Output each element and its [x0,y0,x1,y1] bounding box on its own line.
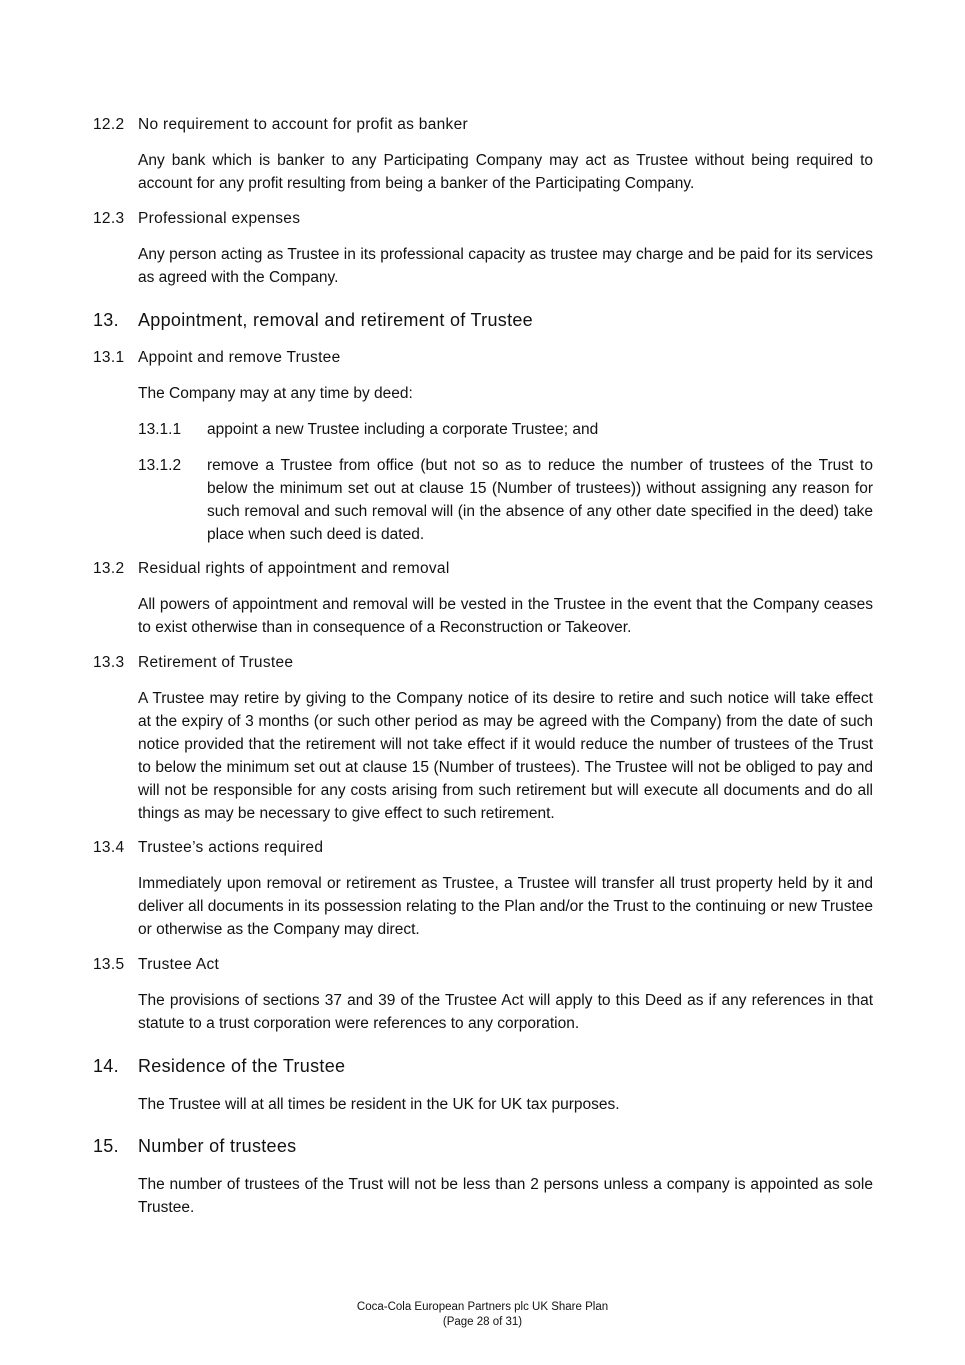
clause-title: No requirement to account for profit as banker [138,116,468,133]
clause-body-13-2: All powers of appointment and removal will be vested in the Trustee in the event that the Company ceases to exist otherwise than in consequence of a Reconstruction or Takeover. [138,596,873,636]
section-title: Number of trustees [138,1136,297,1156]
clause-body-13-4: Immediately upon removal or retirement as Trustee, a Trustee will transfer all trust property held by it and deliver all documents in its possession relating to the Plan and/or the Trust to the continuing or new Trustee or otherwise as the Company may direct. [138,875,873,938]
clause-body-12-2: Any bank which is banker to any Participating Company may act as Trustee without being required to account for any profit resulting from being a banker of the Participating Company. [138,152,873,192]
clause-number: 12.3 [93,210,125,227]
sub-clause-number: 13.1.2 [138,457,182,474]
clause-body-13-3: A Trustee may retire by giving to the Company notice of its desire to retire and such notice will take effect at the expiry of 3 months (or such other period as may be agreed with the Company) from the date of such notice provided that the retirement will not take effect if it would reduce the number of trustees of the Trust to below the minimum set out at clause 15 (Number of trustees). The Trustee will not be obliged to pay and will not be responsible for any costs arising from such retirement but will execute all documents and do all things as may be necessary to give effect to such retirement. [138,690,873,822]
section-title: Appointment, removal and retirement of Trustee [138,310,533,330]
clause-number: 13.4 [93,839,125,856]
clause-number: 13.5 [93,956,125,973]
clause-title: Trustee Act [138,956,220,973]
section-body-15: The number of trustees of the Trust will not be less than 2 persons unless a company is appointed as sole Trustee. [138,1176,873,1216]
clause-title: Trustee’s actions required [138,839,324,856]
footer-document-title: Coca-Cola European Partners plc UK Share Plan [356,1301,609,1313]
clause-title: Residual rights of appointment and removal [138,560,450,577]
section-body-14: The Trustee will at all times be resident in the UK for UK tax purposes. [138,1096,620,1113]
clause-title: Retirement of Trustee [138,654,294,671]
sub-clause-number: 13.1.1 [138,421,182,438]
clause-number: 13.3 [93,654,125,671]
clause-body-12-3: Any person acting as Trustee in its professional capacity as trustee may charge and be paid for its services as agreed with the Company. [138,246,873,286]
clause-number: 12.2 [93,116,125,133]
clause-number: 13.2 [93,560,125,577]
section-number: 14. [93,1056,119,1076]
footer-page-number: (Page 28 of 31) [442,1316,523,1328]
clause-title: Professional expenses [138,210,301,227]
clause-title: Appoint and remove Trustee [138,349,341,366]
clause-body-13-1: The Company may at any time by deed: [138,385,413,402]
sub-clause-text: remove a Trustee from office (but not so as to reduce the number of trustees of the Trust to below the minimum set out at clause 15 (Number of trustees)) without assigning any reason for such removal and such removal will (in the absence of any other date specified in the deed) take place when such deed is dated. [207,457,873,543]
page-footer [0,1300,965,1330]
section-number: 13. [93,310,119,330]
clause-body-13-5: The provisions of sections 37 and 39 of the Trustee Act will apply to this Deed as if any references in that statute to a trust corporation were references to any corporation. [138,992,873,1032]
clause-number: 13.1 [93,349,125,366]
sub-clause-text: appoint a new Trustee including a corporate Trustee; and [207,421,599,438]
section-number: 15. [93,1136,119,1156]
section-title: Residence of the Trustee [138,1056,346,1076]
